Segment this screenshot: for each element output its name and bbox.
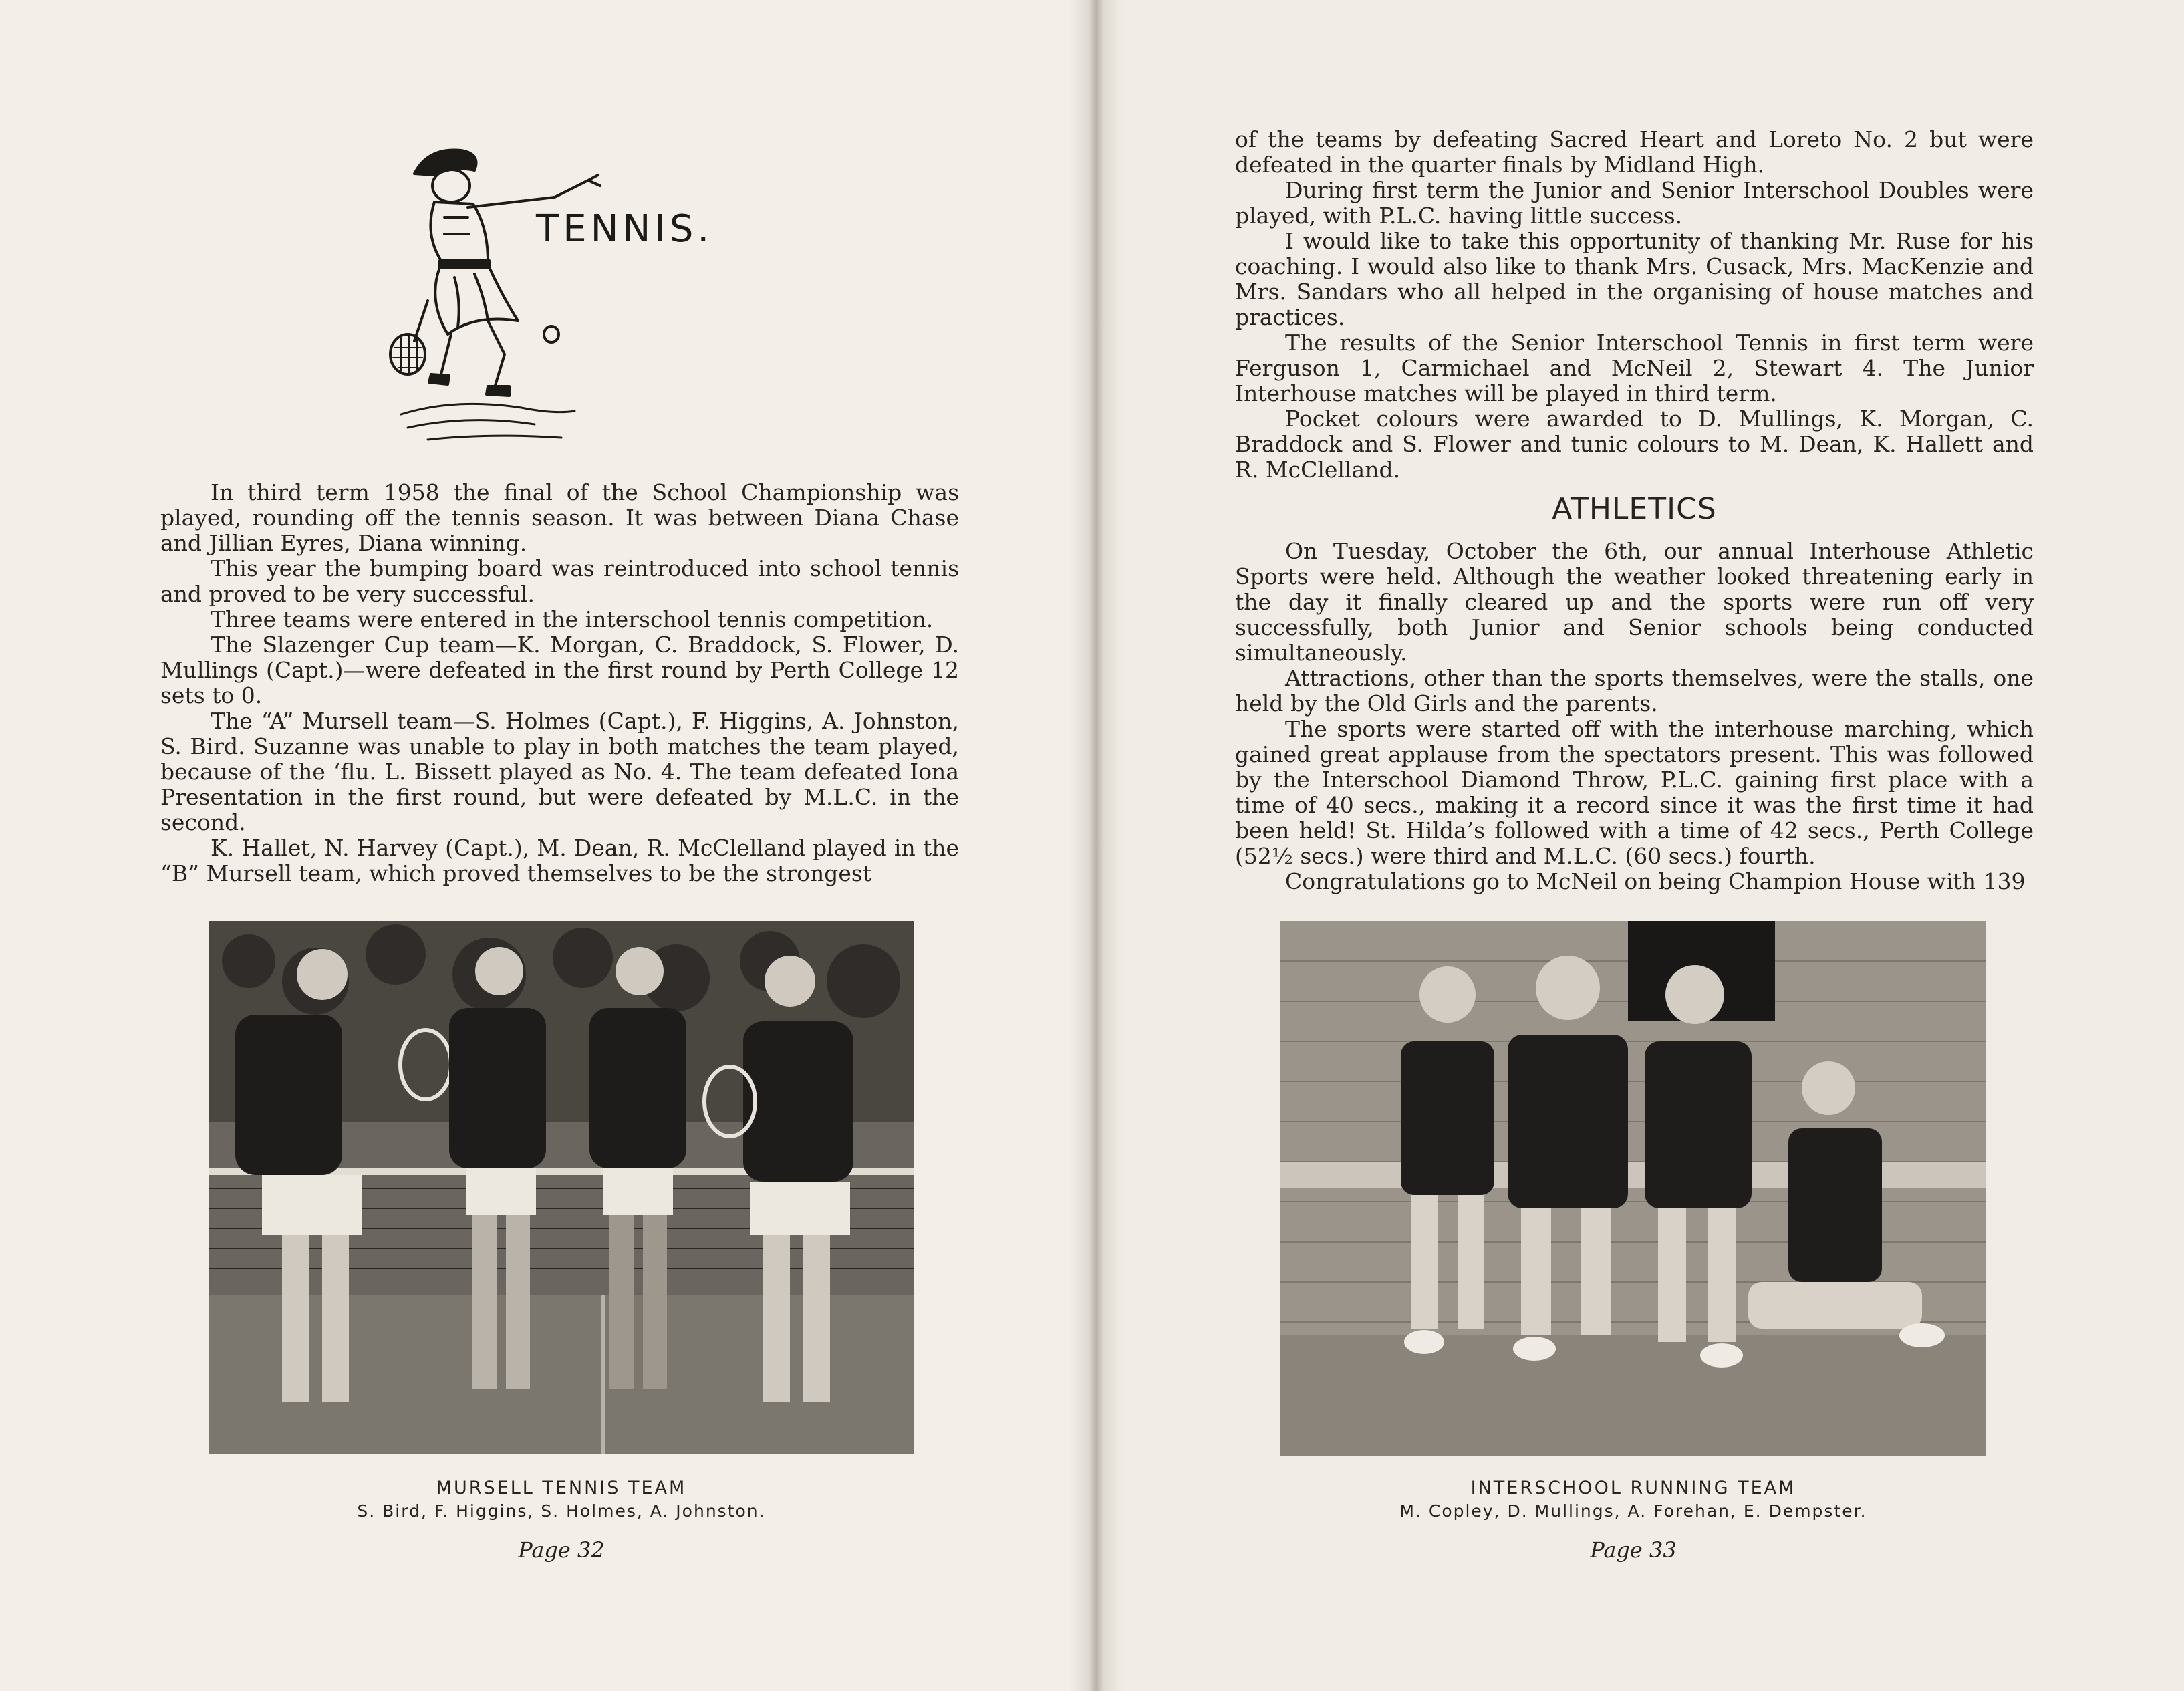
caption-names: M. Copley, D. Mullings, A. Forehan, E. Dempster. (1399, 1501, 1867, 1521)
paragraph: On Tuesday, October the 6th, our annual Interhouse Athletic Sports were held. Although the weather looked threatening early in the day it finally cleared up and the sports were run off very successfully, both Junior and Senior schools being conducted simultaneously. (1235, 538, 2034, 666)
athletics-photo-caption (1280, 1477, 1986, 1523)
paragraph: Attractions, other than the sports themselves, were the stalls, one held by the Old Girls and the parents. (1235, 665, 2034, 717)
caption-names: S. Bird, F. Higgins, S. Holmes, A. Johnston. (357, 1501, 766, 1521)
paragraph: The sports were started off with the interhouse marching, which gained great applause from the spectators present. This was followed by the Interschool Diamond Throw, P.L.C. gaining first place with a time of 40 secs., making it a record since it was the first time it had been held! St. Hilda’s followed with a time of 42 secs., Perth College (52½ secs.) were third and M.L.C. (60 secs.) fourth. (1235, 716, 2034, 869)
book-gutter (1069, 0, 1123, 1691)
paragraph: of the teams by defeating Sacred Heart and Loreto No. 2 but were defeated in the quarter finals by Midland High. (1235, 126, 2034, 178)
tennis-body-text (160, 480, 959, 886)
page-number: Page 32 (518, 1537, 605, 1563)
paragraph: Pocket colours were awarded to D. Mullings, K. Morgan, C. Braddock and S. Flower and tunic colours to M. Dean, K. Hallett and R. McClelland. (1235, 406, 2034, 483)
tennis-photo-caption (209, 1477, 914, 1523)
paragraph: Three teams were entered in the interschool tennis competition. (211, 606, 934, 632)
paragraph: K. Hallet, N. Harvey (Capt.), M. Dean, R. McClelland played in the “B” Mursell team, which proved themselves to be the strongest (160, 835, 959, 886)
interschool-running-team-photo (1280, 921, 1986, 1456)
caption-title: INTERSCHOOL RUNNING TEAM (1470, 1478, 1796, 1499)
athletics-body-text (1235, 539, 2034, 894)
paragraph: The “A” Mursell team—S. Holmes (Capt.), F. Higgins, A. Johnston, S. Bird. Suzanne was unable to play in both matches the team played, because of the ‘flu. L. Bissett played as No. 4. The team defeated Iona Presentation in the first round, but were defeated by M.L.C. in the second. (160, 708, 959, 835)
paragraph: I would like to take this opportunity of thanking Mr. Ruse for his coaching. I would also like to thank Mrs. Cusack, Mrs. MacKenzie and Mrs. Sandars who all helped in the organising of house matches and practices. (1235, 228, 2034, 330)
right-page (1096, 0, 2184, 1691)
paragraph: Congratulations go to McNeil on being Champion House with 139 (1285, 868, 2026, 894)
tennis-heading: TENNIS. (536, 207, 714, 251)
page-number: Page 33 (1590, 1537, 1677, 1563)
tennis-player-illustration (388, 134, 789, 468)
paragraph: During first term the Junior and Senior Interschool Doubles were played, with P.L.C. having little success. (1235, 177, 2034, 229)
paragraph: The Slazenger Cup team—K. Morgan, C. Braddock, S. Flower, D. Mullings (Capt.)—were defeated in the first round by Perth College 12 sets to 0. (160, 632, 959, 708)
tennis-continued-text (1235, 127, 2034, 483)
athletics-heading: ATHLETICS (1552, 492, 1717, 526)
paragraph: This year the bumping board was reintroduced into school tennis and proved to be very successful. (160, 555, 959, 607)
paragraph: In third term 1958 the final of the School Championship was played, rounding off the tennis season. It was between Diana Chase and Jillian Eyres, Diana winning. (160, 479, 959, 556)
mursell-tennis-team-photo (209, 921, 914, 1454)
caption-title: MURSELL TENNIS TEAM (436, 1478, 687, 1499)
paragraph: The results of the Senior Interschool Tennis in first term were Ferguson 1, Carmichael and McNeil 2, Stewart 4. The Junior Interhouse matches will be played in third term. (1235, 330, 2034, 406)
